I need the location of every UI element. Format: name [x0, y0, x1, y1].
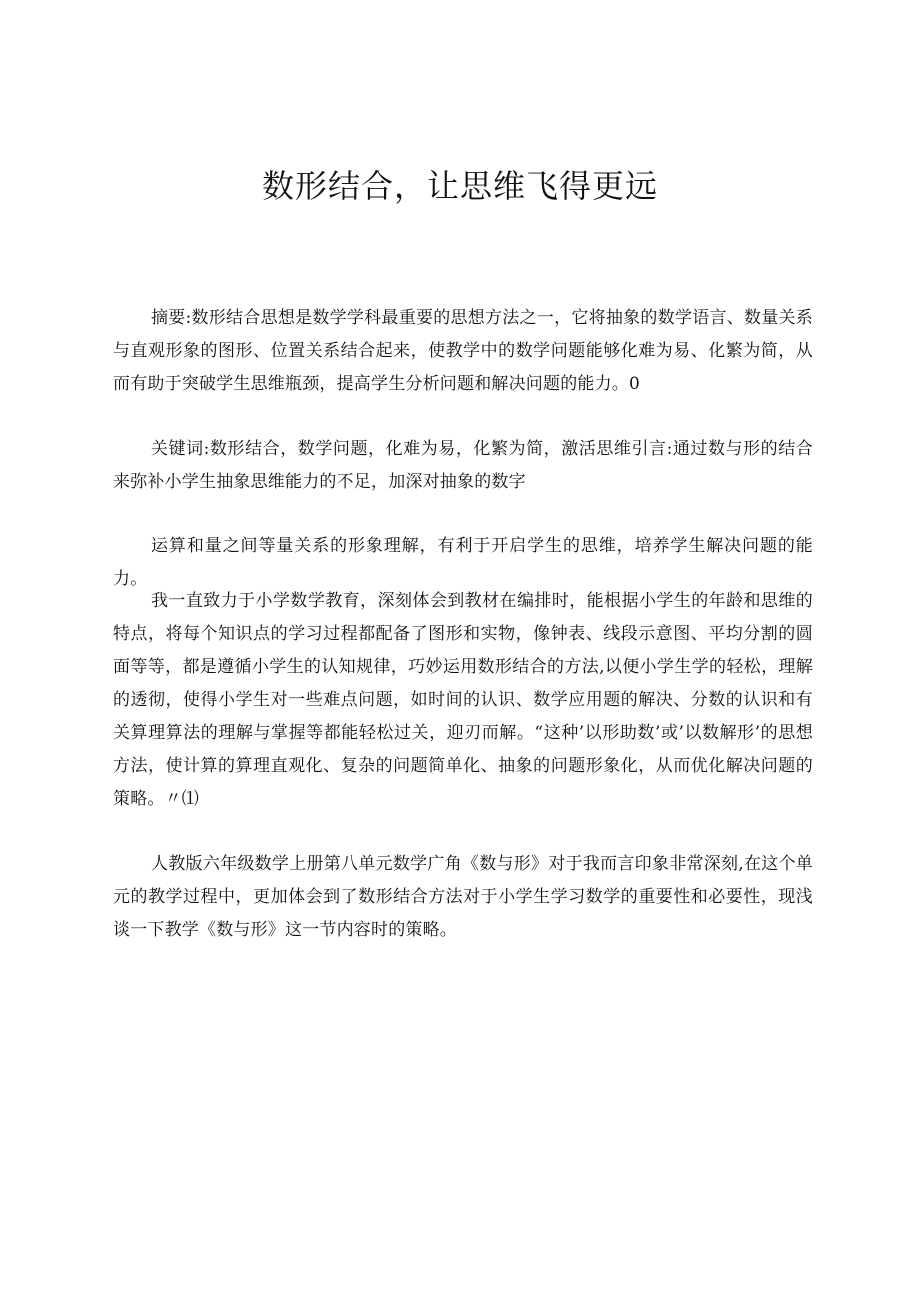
body-paragraph: 我一直致力于小学数学教育，深刻体会到教材在编排时，能根据小学生的年龄和思维的特点，将每个知识点的学习过程都配备了图形和实物，像钟表、线段示意图、平均分割的圆面等等，都是遵循小学生的认知规律，巧妙运用数形结合的方法,以便小学生学的轻松，理解的透彻，使得小学生对一些难点问题，如时间的认识、数学应用题的解决、分数的认识和有关算理算法的理解与掌握等都能轻松过关，迎刃而解。“这种’以形助数’或’以数解形’的思想方法，使计算的算理直观化、复杂的问题简单化、抽象的问题形象化，从而优化解决问题的策略。〃⑴ — [113, 591, 813, 809]
body-paragraph: 人教版六年级数学上册第八单元数学广角《数与形》对于我而言印象非常深刻,在这个单元的教学过程中，更加体会到了数形结合方法对于小学生学习数学的重要性和必要性，现浅谈一下教学《数与形》这一节内容时的策略。 — [113, 854, 813, 940]
keywords-paragraph: 关键词:数形结合，数学问题，化难为易，化繁为简，激活思维引言:通过数与形的结合来弥补小学生抽象思维能力的不足，加深对抽象的数字 — [113, 439, 813, 492]
body-paragraph: 运算和量之间等量关系的形象理解，有利于开启学生的思维，培养学生解决问题的能力。 — [113, 536, 813, 589]
document-title: 数形结合，让思维飞得更远 — [261, 167, 658, 205]
abstract-paragraph: 摘要:数形结合思想是数学学科最重要的思想方法之一，它将抽象的数学语言、数量关系与直观形象的图形、位置关系结合起来，使教学中的数学问题能够化难为易、化繁为简，从而有助于突破学生思维瓶颈，提高学生分析问题和解决问题的能力。0 — [113, 308, 813, 394]
